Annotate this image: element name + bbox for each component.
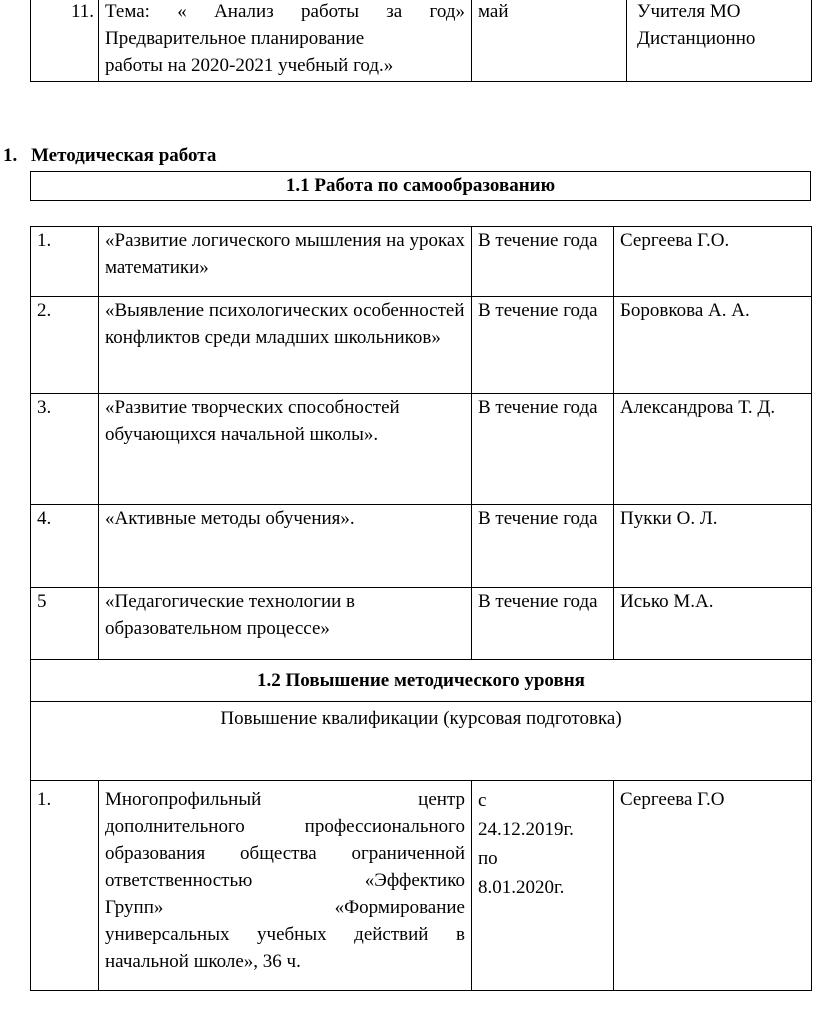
person-cell: Сергеева Г.О.: [614, 227, 812, 297]
subsection-row: [31, 660, 812, 702]
qualification-heading: Повышение квалификации (курсовая подготовка): [31, 702, 812, 781]
person-cell: Пукки О. Л.: [614, 505, 812, 588]
topic-line: Тема: « Анализ работы за год»: [105, 1, 465, 22]
course-line: универсальных учебных действий в: [105, 924, 465, 945]
course-line: Групп» «Формирование: [105, 897, 465, 918]
period-line: 24.12.2019г.: [478, 819, 574, 840]
period-line: по: [478, 848, 498, 869]
responsible-line: Дистанционно: [637, 28, 756, 49]
responsible-line: Учителя МО: [637, 1, 741, 22]
person-cell: Александрова Т. Д.: [614, 394, 812, 505]
table-row: [31, 227, 812, 297]
section-number: 1.: [3, 145, 18, 166]
row-number: 4.: [31, 505, 99, 588]
qualification-row: [31, 702, 812, 781]
topic-cell: «Выявление психологических особенностей конфликтов среди младших школьников»: [99, 297, 472, 394]
course-line: ответственностью «Эффектико: [105, 870, 465, 891]
table-row: [31, 588, 812, 660]
table-row: [31, 394, 812, 505]
row-number: 2.: [31, 297, 99, 394]
period-cell: В течение года: [472, 588, 614, 660]
period-cell: В течение года: [472, 297, 614, 394]
row-number: 1.: [31, 781, 99, 991]
responsible-cell: [627, 0, 812, 82]
person-cell: Сергеева Г.О: [614, 781, 812, 991]
course-line: Многопрофильный центр: [105, 789, 465, 810]
period-cell: май: [472, 0, 627, 82]
table-row: [31, 781, 812, 991]
period-cell: [472, 781, 614, 991]
table-row: [31, 0, 812, 82]
period-line: с: [478, 790, 487, 811]
period-cell: В течение года: [472, 394, 614, 505]
table-row: [31, 297, 812, 394]
subsection-heading-methodical-level: 1.2 Повышение методического уровня: [31, 660, 812, 702]
self-education-rows: [31, 227, 812, 660]
person-cell: Исько М.А.: [614, 588, 812, 660]
topic-cell: «Педагогические технологии в образовательном процессе»: [99, 588, 472, 660]
topic-cell: [99, 0, 472, 82]
section-title: Методическая работа: [31, 145, 217, 166]
previous-page-table: [30, 0, 812, 82]
topic-line: работы на 2020-2021 учебный год.»: [105, 55, 394, 76]
course-line: дополнительного профессионального: [105, 816, 465, 837]
period-cell: В течение года: [472, 505, 614, 588]
course-line: образования общества ограниченной: [105, 843, 465, 864]
period-line: 8.01.2020г.: [478, 877, 565, 898]
person-cell: Боровкова А. А.: [614, 297, 812, 394]
topic-cell: «Развитие логического мышления на уроках математики»: [99, 227, 472, 297]
topic-cell: «Развитие творческих способностей обучающихся начальной школы».: [99, 394, 472, 505]
table-row: [31, 505, 812, 588]
period-cell: В течение года: [472, 227, 614, 297]
methodical-work-table: [30, 226, 812, 991]
row-number: 11.: [31, 0, 99, 82]
course-description-cell: [99, 781, 472, 991]
row-number: 5: [31, 588, 99, 660]
topic-cell: «Активные методы обучения».: [99, 505, 472, 588]
topic-line: Предварительное планирование: [105, 28, 365, 49]
row-number: 3.: [31, 394, 99, 505]
row-number: 1.: [31, 227, 99, 297]
course-line: начальной школе», 36 ч.: [105, 951, 301, 972]
section-heading: [3, 144, 216, 168]
subsection-heading-self-education: 1.1 Работа по самообразованию: [30, 171, 811, 201]
